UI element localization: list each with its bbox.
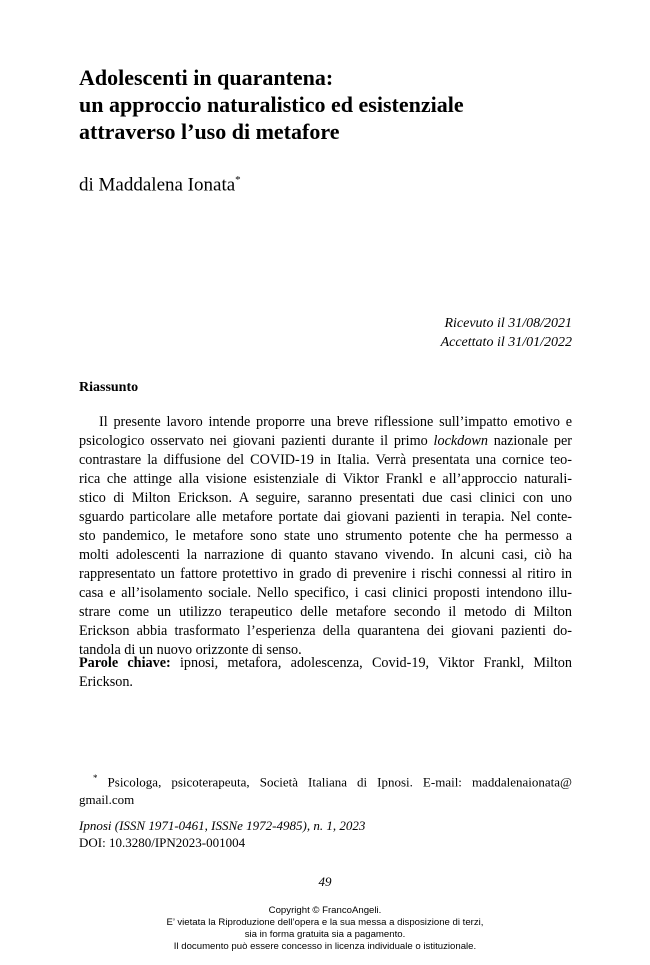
copyright-notice [0, 905, 650, 953]
author-byline [79, 174, 241, 196]
abstract-line: tandola di un nuovo orizzonte di senso. [79, 642, 302, 658]
abstract-body [79, 413, 572, 660]
keywords-line: Erickson. [79, 674, 133, 690]
received-date: Ricevuto il 31/08/2021 [444, 316, 572, 331]
keywords-line [79, 654, 572, 673]
abstract-line: Il presente lavoro intende proporre una breve riflessione sull’impatto emotivo e [99, 414, 572, 430]
abstract-line-text: psicologico osservato nei giovani pazienti durante il primo [79, 433, 434, 449]
abstract-line: casa e all’isolamento sociale. Nello specifico, i casi clinici proposti intendono illu- [79, 585, 572, 601]
title-line: Adolescenti in quarantena: [79, 65, 334, 90]
submission-dates [441, 314, 572, 352]
abstract-line: contrastare la diffusione del COVID-19 in Italia. Verrà presentata una cornice teo- [79, 452, 572, 468]
abstract-heading: Riassunto [79, 380, 139, 395]
journal-citation: Ipnosi (ISSN 1971-0461, ISSNe 1972-4985), n. 1, 2023 [79, 818, 366, 833]
abstract-line: rica che attinge alla visione esistenziale di Viktor Frankl e all’approccio naturali- [79, 471, 572, 487]
abstract-line: strare come un utilizzo terapeutico delle metafore secondo il metodo di Milton [79, 604, 572, 620]
abstract-line: Erickson abbia trasformato l’esperienza della quarantena dei giovani pazienti do- [79, 623, 572, 639]
copyright-line: Il documento può essere concesso in licenza individuale o istituzionale. [173, 941, 477, 952]
abstract-line: rappresentato un fattore protettivo in grado di prevenire i rischi connessi al ritiro in [79, 566, 572, 582]
author-footnote [79, 769, 572, 809]
keywords-label: Parole chiave: [79, 655, 171, 671]
footnote-line: gmail.com [79, 792, 135, 808]
abstract-line: sto pandemico, le metafore sono state uno strumento potente che ha permesso a [79, 528, 572, 544]
author-name: di Maddalena Ionata [79, 174, 236, 196]
article-title [79, 64, 599, 145]
copyright-line: sia in forma gratuita sia a pagamento. [244, 929, 406, 940]
accepted-date: Accettato il 31/01/2022 [440, 335, 572, 350]
keywords-list: ipnosi, metafora, adolescenza, Covid-19, Viktor Frankl, Milton [170, 655, 572, 671]
abstract-line [79, 432, 572, 451]
abstract-line-tail: nazionale per [487, 433, 572, 449]
doi: DOI: 10.3280/IPN2023-001004 [79, 835, 246, 850]
journal-info [79, 817, 365, 851]
footnote-text: Psicologa, psicoterapeuta, Società Italiana di Ipnosi. E-mail: maddalenaionata@ [97, 774, 572, 790]
copyright-line: E’ vietata la Riproduzione dell’opera e la sua messa a disposizione di terzi, [166, 917, 484, 928]
keywords [79, 654, 572, 692]
abstract-line: molti adolescenti la narrazione di quanto stavano vivendo. In alcuni casi, ciò ha [79, 547, 572, 563]
author-footnote-mark: * [235, 174, 241, 186]
page-number: 49 [318, 874, 332, 889]
title-line: attraverso l’uso di metafore [79, 119, 340, 144]
copyright-line: Copyright © FrancoAngeli. [268, 905, 382, 916]
abstract-line: sguardo particolare alle metafore portate dai giovani pazienti in terapia. Nel conte- [79, 509, 572, 525]
abstract-italic-term: lockdown [433, 433, 488, 449]
title-line: un approccio naturalistico ed esistenziale [79, 92, 464, 117]
abstract-line: stico di Milton Erickson. A seguire, saranno presentati due casi clinici con uno [79, 490, 572, 506]
footnote-line [79, 769, 572, 791]
footnote-mark: * [93, 773, 98, 783]
